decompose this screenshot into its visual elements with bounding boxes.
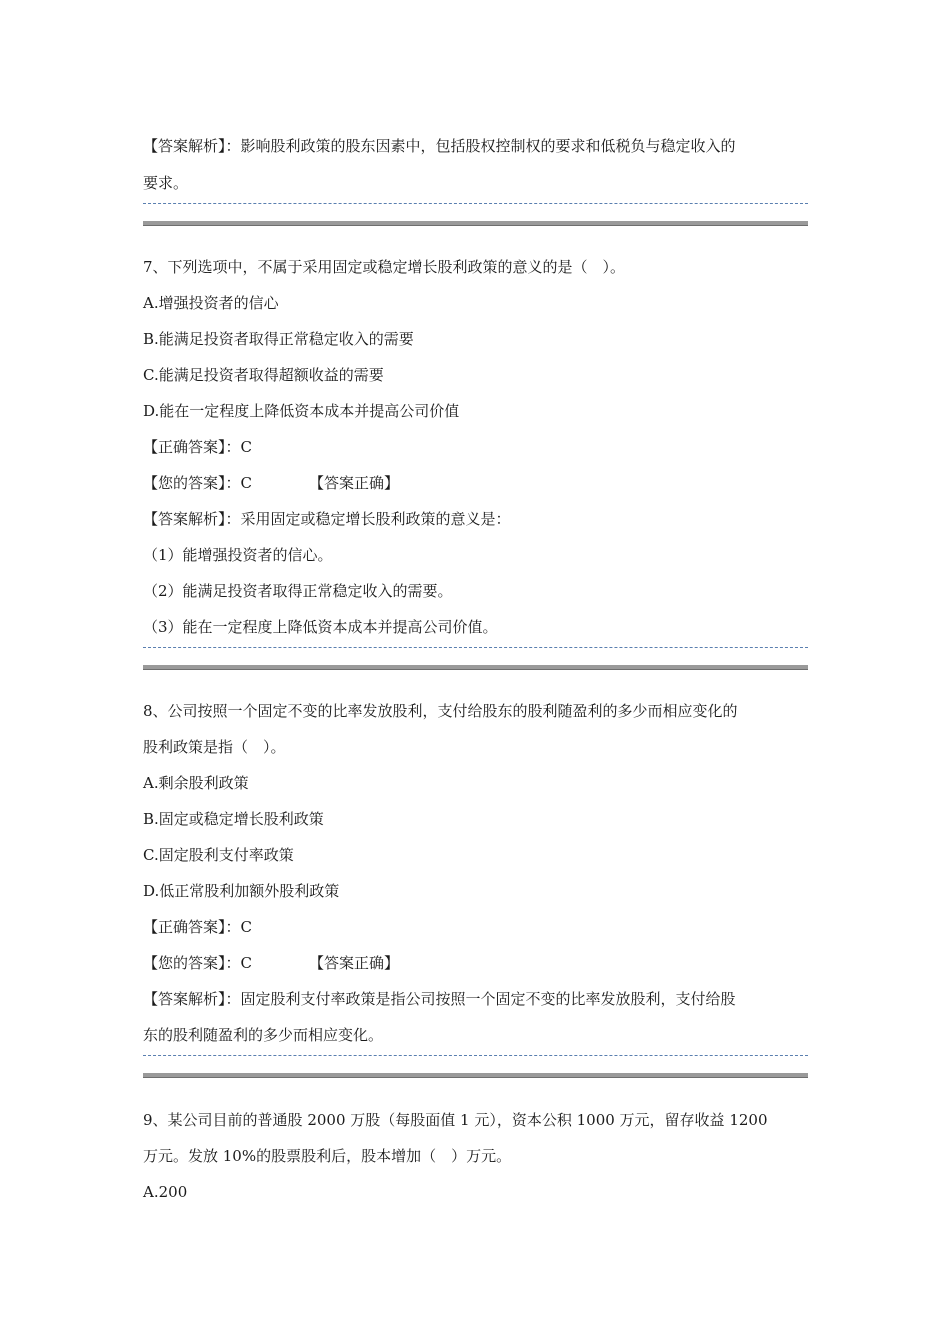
q8-correct-answer: 【正确答案】：C [143, 918, 252, 936]
q9-stem-line1: 9、某公司目前的普通股 2000 万股（每股面值 1 元），资本公积 1000 万元，留存收益 1200 [143, 1111, 768, 1129]
q8-option-b: B.固定或稳定增长股利政策 [143, 810, 324, 828]
q6-analysis-line2: 要求。 [143, 174, 189, 192]
q8-stem-line1: 8、公司按照一个固定不变的比率发放股利，支付给股东的股利随盈利的多少而相应变化的 [143, 702, 738, 720]
section-divider [143, 1055, 808, 1079]
q7-stem: 7、下列选项中，不属于采用固定或稳定增长股利政策的意义的是（ ）。 [143, 258, 626, 276]
q8-option-d: D.低正常股利加额外股利政策 [143, 882, 340, 900]
q9-option-a: A.200 [143, 1183, 188, 1201]
q8-analysis-line1: 【答案解析】：固定股利支付率政策是指公司按照一个固定不变的比率发放股利，支付给股 [143, 990, 736, 1008]
q8-stem-line2: 股利政策是指（ ）。 [143, 738, 286, 756]
q9-stem-line2: 万元。发放 10%的股票股利后，股本增加（ ）万元。 [143, 1147, 512, 1165]
dashed-rule [143, 1055, 808, 1056]
section-divider [143, 647, 808, 671]
q7-correct-answer: 【正确答案】：C [143, 438, 252, 456]
q7-result-badge: 【答案正确】 [309, 474, 400, 492]
dashed-rule [143, 647, 808, 648]
q7-option-b: B.能满足投资者取得正常稳定收入的需要 [143, 330, 414, 348]
q7-your-answer: 【您的答案】：C [143, 474, 252, 492]
q8-analysis-line2: 东的股利随盈利的多少而相应变化。 [143, 1026, 384, 1044]
solid-rule [143, 1073, 808, 1078]
q6-analysis-line1: 【答案解析】：影响股利政策的股东因素中，包括股权控制权的要求和低税负与稳定收入的 [143, 137, 736, 155]
q7-analysis-heading: 【答案解析】：采用固定或稳定增长股利政策的意义是： [143, 510, 511, 528]
q7-analysis-point-2: （2）能满足投资者取得正常稳定收入的需要。 [143, 582, 453, 600]
q8-option-c: C.固定股利支付率政策 [143, 846, 294, 864]
q8-your-answer: 【您的答案】：C [143, 954, 252, 972]
q7-analysis-point-1: （1）能增强投资者的信心。 [143, 546, 333, 564]
q7-option-d: D.能在一定程度上降低资本成本并提高公司价值 [143, 402, 460, 420]
q7-option-c: C.能满足投资者取得超额收益的需要 [143, 366, 384, 384]
section-divider [143, 203, 808, 227]
solid-rule [143, 221, 808, 226]
q8-option-a: A.剩余股利政策 [143, 774, 249, 792]
solid-rule [143, 665, 808, 670]
q7-option-a: A.增强投资者的信心 [143, 294, 279, 312]
q7-analysis-point-3: （3）能在一定程度上降低资本成本并提高公司价值。 [143, 618, 498, 636]
q8-result-badge: 【答案正确】 [309, 954, 400, 972]
dashed-rule [143, 203, 808, 204]
